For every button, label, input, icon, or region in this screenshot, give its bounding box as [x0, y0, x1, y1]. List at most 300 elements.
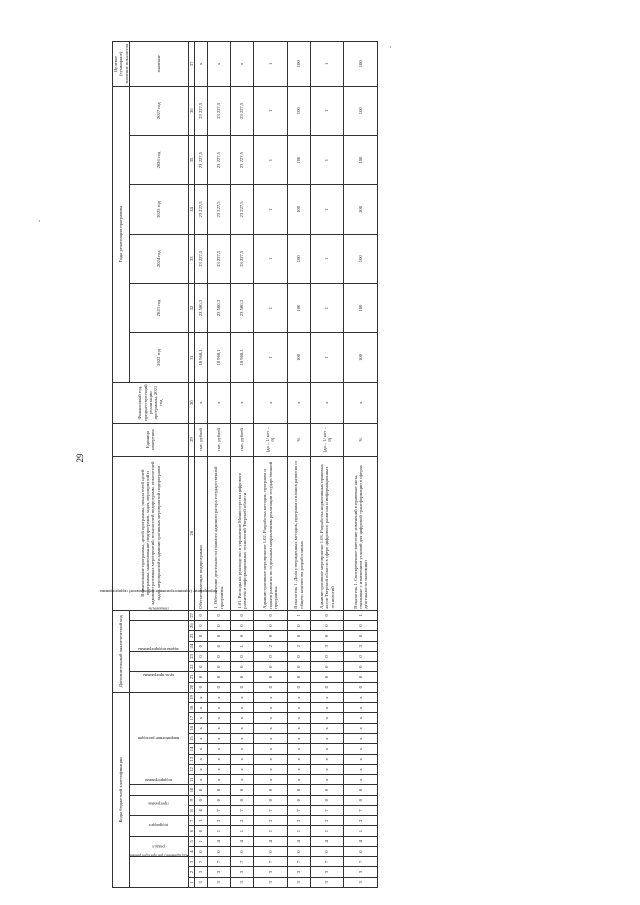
- code-cell: 0: [230, 785, 253, 795]
- code-cell: х: [207, 723, 230, 733]
- code-cell: х: [230, 734, 253, 744]
- code-cell: 0: [287, 785, 310, 795]
- code-cell: 7: [253, 857, 287, 867]
- row-target-cell: 100: [287, 42, 310, 87]
- code-cell: 1: [287, 826, 310, 836]
- code-cell: х: [195, 734, 208, 744]
- code-cell: 0: [207, 682, 230, 692]
- column-number: 36: [188, 86, 194, 135]
- row-year-value-cell: 23 227,5: [195, 86, 208, 135]
- code-cell: 2: [207, 816, 230, 826]
- code-cell: 0: [195, 662, 208, 672]
- code-cell: х: [230, 713, 253, 723]
- row-year-value-cell: 1: [253, 283, 287, 332]
- code-cell: 0: [253, 621, 287, 631]
- code-cell: 7: [310, 805, 344, 815]
- code-cell: 3: [344, 877, 378, 887]
- column-number: 18: [188, 703, 194, 713]
- row-fin-year-cell: х: [310, 382, 344, 423]
- row-unit-cell: (да – 1/ нет – 0): [310, 423, 344, 456]
- code-cell: 1: [344, 826, 378, 836]
- code-cell: 0: [207, 641, 230, 651]
- code-cell: 7: [195, 857, 208, 867]
- code-cell: 0: [230, 672, 253, 682]
- column-number: 12: [188, 764, 194, 774]
- code-cell: х: [253, 754, 287, 764]
- column-number: 9: [188, 795, 194, 805]
- code-cell: 0: [207, 631, 230, 641]
- code-cell: х: [195, 713, 208, 723]
- code-cell: 0: [287, 651, 310, 661]
- code-cell: 0: [344, 785, 378, 795]
- code-cell: 3: [344, 867, 378, 877]
- code-cell: 2: [344, 816, 378, 826]
- code-cell: 0: [253, 672, 287, 682]
- code-cell: 4: [207, 836, 230, 846]
- code-cell: 3: [253, 867, 287, 877]
- header-target-value: значение: [129, 42, 188, 87]
- code-cell: х: [310, 754, 344, 764]
- code-cell: 0: [195, 846, 208, 856]
- code-cell: 7: [287, 805, 310, 815]
- row-year-value-cell: 100: [344, 185, 378, 234]
- code-cell: 0: [310, 682, 344, 692]
- row-unit-cell: тыс. рублей: [207, 423, 230, 456]
- code-cell: 0: [310, 672, 344, 682]
- code-cell: х: [253, 703, 287, 713]
- code-cell: 3: [310, 877, 344, 887]
- code-cell: х: [253, 775, 287, 785]
- code-cell: 2: [310, 816, 344, 826]
- code-cell: 0: [253, 651, 287, 661]
- row-fin-year-cell: х: [287, 382, 310, 423]
- code-cell: 4: [310, 836, 344, 846]
- header-admin-code: код администратора программы: [129, 857, 188, 888]
- code-cell: 0: [253, 631, 287, 641]
- code-cell: х: [287, 744, 310, 754]
- code-cell: 2: [253, 641, 287, 651]
- row-year-value-cell: 100: [344, 135, 378, 184]
- code-cell: 7: [253, 805, 287, 815]
- code-cell: х: [253, 744, 287, 754]
- header-fin-year: Финансовый год, предшествую-щий реализации программы, 2021 год: [113, 382, 189, 423]
- code-cell: 3: [253, 877, 287, 887]
- code-cell: 0: [310, 785, 344, 795]
- table-row: [287, 42, 310, 888]
- header-dop-task: задача подпрограммы: [129, 651, 188, 672]
- code-cell: х: [253, 692, 287, 702]
- code-cell: х: [230, 692, 253, 702]
- column-number: 21: [188, 672, 194, 682]
- code-cell: х: [207, 713, 230, 723]
- code-cell: х: [287, 764, 310, 774]
- row-year-value-cell: 100: [287, 86, 310, 135]
- code-cell: 4: [287, 836, 310, 846]
- code-cell: 0: [310, 631, 344, 641]
- code-cell: 0: [207, 785, 230, 795]
- column-number: 10: [188, 785, 194, 795]
- code-cell: 1: [287, 610, 310, 620]
- code-cell: 0: [253, 795, 287, 805]
- row-name-cell: 1. Обеспечение деятельности главного администратора государственной программы: [207, 456, 230, 610]
- header-years-group: Годы реализации программы: [113, 86, 130, 382]
- header-year-2023: 2023 год: [129, 283, 188, 332]
- row-target-cell: 1: [253, 42, 287, 87]
- rotated-table-frame: [100, 41, 378, 888]
- header-budget-codes: Коды бюджетной классификации: [113, 692, 130, 887]
- table-row: [310, 42, 344, 888]
- row-year-value-cell: 100: [344, 234, 378, 283]
- row-year-value-cell: 1: [253, 135, 287, 184]
- code-cell: 1: [230, 641, 253, 651]
- code-cell: х: [207, 744, 230, 754]
- code-cell: х: [310, 713, 344, 723]
- code-cell: 0: [253, 662, 287, 672]
- header-dop-goal: цель программы: [129, 672, 188, 693]
- code-cell: 4: [195, 805, 208, 815]
- row-name-cell: Обеспечивающая подпрограмма: [195, 456, 208, 610]
- row-target-cell: 100: [344, 42, 378, 87]
- column-number: 34: [188, 185, 194, 234]
- column-number: 2: [188, 867, 194, 877]
- column-number: 35: [188, 135, 194, 184]
- code-cell: х: [344, 734, 378, 744]
- row-name-cell: 1.01. Расходы на руководство и управление Министерства цифрового развития и информационных технологий Тверской области: [230, 456, 253, 610]
- code-cell: 0: [310, 662, 344, 672]
- code-cell: 0: [253, 610, 287, 620]
- program-table-wrapper: [100, 41, 378, 888]
- table-row: [253, 42, 287, 888]
- code-cell: 0: [287, 846, 310, 856]
- code-cell: 0: [310, 610, 344, 620]
- column-number: 28: [188, 456, 194, 610]
- code-cell: 0: [344, 795, 378, 805]
- code-cell: 0: [230, 631, 253, 641]
- column-number: 17: [188, 713, 194, 723]
- code-cell: 0: [344, 672, 378, 682]
- code-cell: 7: [207, 805, 230, 815]
- code-cell: х: [195, 754, 208, 764]
- header-year-2024: 2024 год: [129, 234, 188, 283]
- code-cell: 0: [195, 610, 208, 620]
- table-row: [207, 42, 230, 888]
- code-cell: 3: [287, 877, 310, 887]
- row-year-value-cell: 100: [344, 333, 378, 382]
- code-cell: 2: [287, 641, 310, 651]
- row-unit-cell: (да – 1/ нет – 0): [253, 423, 287, 456]
- code-cell: х: [207, 734, 230, 744]
- row-year-value-cell: 100: [287, 333, 310, 382]
- row-target-cell: х: [230, 42, 253, 87]
- code-cell: х: [207, 754, 230, 764]
- code-cell: 1: [230, 826, 253, 836]
- code-cell: 7: [207, 857, 230, 867]
- code-cell: х: [287, 723, 310, 733]
- row-year-value-cell: 1: [253, 333, 287, 382]
- row-year-value-cell: 100: [344, 86, 378, 135]
- code-cell: х: [253, 713, 287, 723]
- code-cell: 0: [207, 610, 230, 620]
- code-cell: х: [195, 764, 208, 774]
- header-section: раздел: [129, 836, 188, 857]
- row-year-value-cell: 23 227,5: [195, 185, 208, 234]
- code-cell: 7: [344, 805, 378, 815]
- code-cell: 0: [310, 846, 344, 856]
- code-cell: 0: [195, 672, 208, 682]
- column-number: 20: [188, 682, 194, 692]
- code-cell: 0: [287, 682, 310, 692]
- code-cell: х: [253, 723, 287, 733]
- row-year-value-cell: 23 227,5: [230, 185, 253, 234]
- code-cell: х: [287, 754, 310, 764]
- code-cell: 2: [253, 816, 287, 826]
- column-number: 16: [188, 723, 194, 733]
- header-target-group: Целевое (суммарное) значение показателя: [113, 42, 130, 87]
- code-cell: х: [310, 723, 344, 733]
- column-number: 5: [188, 836, 194, 846]
- code-cell: 3: [310, 641, 344, 651]
- code-cell: 0: [287, 621, 310, 631]
- code-cell: 0: [207, 672, 230, 682]
- code-cell: 0: [230, 682, 253, 692]
- code-cell: 0: [195, 641, 208, 651]
- code-cell: 7: [344, 857, 378, 867]
- code-cell: 0: [195, 621, 208, 631]
- code-cell: 0: [230, 621, 253, 631]
- header-unit: Единица измерения: [113, 423, 189, 456]
- row-year-value-cell: 1: [310, 185, 344, 234]
- code-cell: 0: [344, 621, 378, 631]
- code-cell: 0: [344, 682, 378, 692]
- code-cell: х: [310, 744, 344, 754]
- code-cell: 0: [310, 651, 344, 661]
- header-additional-code: Дополнительный аналитический код: [113, 610, 130, 692]
- row-year-value-cell: 23 227,5: [195, 135, 208, 184]
- code-cell: 7: [287, 857, 310, 867]
- column-number: 19: [188, 692, 194, 702]
- row-year-value-cell: 1: [310, 283, 344, 332]
- code-cell: 4: [253, 836, 287, 846]
- code-cell: 0: [207, 795, 230, 805]
- row-name-cell: Административное мероприятие 1.03. Разработка нормативных правовых актов Тверской области в сфере цифрового развития и информационных технологий: [310, 456, 344, 610]
- column-number: 33: [188, 234, 194, 283]
- row-year-value-cell: 100: [287, 185, 310, 234]
- column-number: 26: [188, 621, 194, 631]
- code-cell: 0: [287, 672, 310, 682]
- code-cell: 0: [344, 651, 378, 661]
- code-cell: х: [287, 734, 310, 744]
- row-year-value-cell: 23 227,5: [207, 135, 230, 184]
- row-unit-cell: тыс. рублей: [230, 423, 253, 456]
- row-year-value-cell: 1: [253, 234, 287, 283]
- code-cell: х: [287, 713, 310, 723]
- row-year-value-cell: 23 227,5: [230, 234, 253, 283]
- code-cell: х: [253, 734, 287, 744]
- header-year-2027: 2027 год: [129, 86, 188, 135]
- code-cell: 0: [230, 610, 253, 620]
- row-unit-cell: тыс. рублей: [195, 423, 208, 456]
- code-cell: 0: [344, 662, 378, 672]
- code-cell: 0: [310, 621, 344, 631]
- row-year-value-cell: 100: [287, 234, 310, 283]
- code-cell: 4: [230, 836, 253, 846]
- page-number: 29: [75, 453, 85, 463]
- code-cell: х: [310, 764, 344, 774]
- column-number: 4: [188, 846, 194, 856]
- row-fin-year-cell: х: [344, 382, 378, 423]
- code-cell: 0: [287, 662, 310, 672]
- code-cell: 1: [207, 826, 230, 836]
- code-cell: 0: [344, 631, 378, 641]
- code-cell: 3: [207, 877, 230, 887]
- row-year-value-cell: 23 580,3: [207, 283, 230, 332]
- code-cell: 3: [230, 867, 253, 877]
- row-year-value-cell: 23 227,5: [207, 185, 230, 234]
- code-cell: 0: [310, 795, 344, 805]
- header-dop-indicator: показатель: [129, 610, 188, 620]
- table-body: [195, 42, 378, 888]
- code-cell: х: [230, 703, 253, 713]
- code-cell: 0: [253, 785, 287, 795]
- code-cell: х: [195, 703, 208, 713]
- header-year-2022: 2022 год: [129, 333, 188, 382]
- code-cell: х: [344, 744, 378, 754]
- row-year-value-cell: 23 227,5: [207, 86, 230, 135]
- code-cell: 3: [230, 877, 253, 887]
- column-number: 11: [188, 775, 194, 785]
- code-cell: х: [310, 734, 344, 744]
- code-cell: х: [287, 692, 310, 702]
- row-year-value-cell: 23 227,5: [207, 234, 230, 283]
- code-cell: х: [195, 723, 208, 733]
- code-cell: 1: [195, 836, 208, 846]
- code-cell: х: [344, 703, 378, 713]
- header-dop-event: мероприятие (административное мероприятие) подпрограммы: [129, 621, 188, 652]
- column-number: 24: [188, 641, 194, 651]
- column-number: 31: [188, 333, 194, 382]
- row-name-cell: Показатель 1. Доля утвержденных методик, программ и планов развития от общего количества разработанных: [287, 456, 310, 610]
- code-cell: 0: [230, 795, 253, 805]
- row-year-value-cell: 1: [310, 333, 344, 382]
- row-year-value-cell: 23 580,3: [230, 283, 253, 332]
- column-number: 7: [188, 816, 194, 826]
- code-cell: 0: [253, 846, 287, 856]
- code-cell: х: [310, 703, 344, 713]
- code-cell: х: [207, 692, 230, 702]
- code-cell: 0: [287, 795, 310, 805]
- row-year-value-cell: 1: [310, 86, 344, 135]
- program-table: [100, 41, 378, 888]
- table-row: [344, 42, 378, 888]
- code-cell: 0: [195, 795, 208, 805]
- code-cell: 0: [195, 631, 208, 641]
- code-cell: х: [195, 692, 208, 702]
- column-number: 14: [188, 744, 194, 754]
- code-cell: 0: [207, 621, 230, 631]
- code-cell: 0: [230, 846, 253, 856]
- code-cell: х: [207, 703, 230, 713]
- code-cell: 7: [230, 857, 253, 867]
- code-cell: 7: [230, 805, 253, 815]
- column-number: 13: [188, 754, 194, 764]
- column-number: 8: [188, 805, 194, 815]
- row-unit-cell: %: [344, 423, 378, 456]
- column-number: 3: [188, 857, 194, 867]
- column-number: 23: [188, 651, 194, 661]
- code-cell: 0: [230, 651, 253, 661]
- code-cell: 1: [253, 826, 287, 836]
- code-cell: х: [207, 764, 230, 774]
- column-number: 15: [188, 734, 194, 744]
- code-cell: х: [344, 754, 378, 764]
- scan-mark: ·: [389, 43, 392, 52]
- row-year-value-cell: 100: [287, 135, 310, 184]
- code-cell: х: [310, 692, 344, 702]
- header-direction: направление расходов: [129, 692, 188, 784]
- code-cell: 0: [195, 826, 208, 836]
- row-year-value-cell: 100: [344, 283, 378, 332]
- row-year-value-cell: 23 227,5: [230, 86, 253, 135]
- code-cell: 2: [230, 816, 253, 826]
- code-cell: 1: [195, 816, 208, 826]
- row-year-value-cell: 1: [253, 185, 287, 234]
- code-cell: 0: [195, 651, 208, 661]
- header-names: Наименование программы, целей программы, показателей целей программы, наименование подпрограмм, задач, мероприятий и административных мероприятий, показателей подпрограмм, показателей задач, мероприятий и административных мероприятий подпрограмм: [113, 456, 189, 610]
- column-number: 27: [188, 610, 194, 620]
- code-cell: 0: [207, 662, 230, 672]
- row-unit-cell: %: [287, 423, 310, 456]
- row-year-value-cell: 18 968,1: [195, 333, 208, 382]
- code-cell: х: [344, 713, 378, 723]
- code-cell: х: [230, 764, 253, 774]
- code-cell: 0: [207, 846, 230, 856]
- code-cell: х: [344, 692, 378, 702]
- code-cell: х: [230, 775, 253, 785]
- header-year-2025: 2025 год: [129, 185, 188, 234]
- header-program: программа: [129, 795, 188, 816]
- row-year-value-cell: 23 580,3: [195, 283, 208, 332]
- header-row-1: [113, 42, 130, 888]
- header-year-2026: 2026 год: [129, 135, 188, 184]
- code-cell: 3: [287, 867, 310, 877]
- column-number: 6: [188, 826, 194, 836]
- row-year-value-cell: 1: [253, 86, 287, 135]
- code-cell: х: [195, 744, 208, 754]
- code-cell: х: [344, 764, 378, 774]
- column-number: 29: [188, 423, 194, 456]
- code-cell: 0: [207, 651, 230, 661]
- row-name-cell: Показатель 1. Своевременное внесение изменений в правовые акты, связанные с изменением условий для цифровой трансформации в сферах деятельности экономики: [344, 456, 378, 610]
- code-cell: х: [344, 775, 378, 785]
- code-cell: 3: [310, 867, 344, 877]
- row-target-cell: х: [195, 42, 208, 87]
- row-year-value-cell: 1: [310, 234, 344, 283]
- scan-mark: ·: [38, 217, 41, 226]
- code-cell: х: [344, 723, 378, 733]
- code-cell: 0: [344, 846, 378, 856]
- row-year-value-cell: 23 227,5: [230, 135, 253, 184]
- row-name-cell: Административное мероприятие 1.02. Разработка методик, программ и планов развития по отдельным направлениям реализации государственной программы: [253, 456, 287, 610]
- column-number: 22: [188, 662, 194, 672]
- row-fin-year-cell: х: [207, 382, 230, 423]
- row-year-value-cell: 100: [287, 283, 310, 332]
- row-target-cell: 1: [310, 42, 344, 87]
- row-fin-year-cell: х: [230, 382, 253, 423]
- code-cell: 0: [287, 631, 310, 641]
- code-cell: 4: [344, 836, 378, 846]
- code-cell: 1: [344, 610, 378, 620]
- code-cell: х: [207, 775, 230, 785]
